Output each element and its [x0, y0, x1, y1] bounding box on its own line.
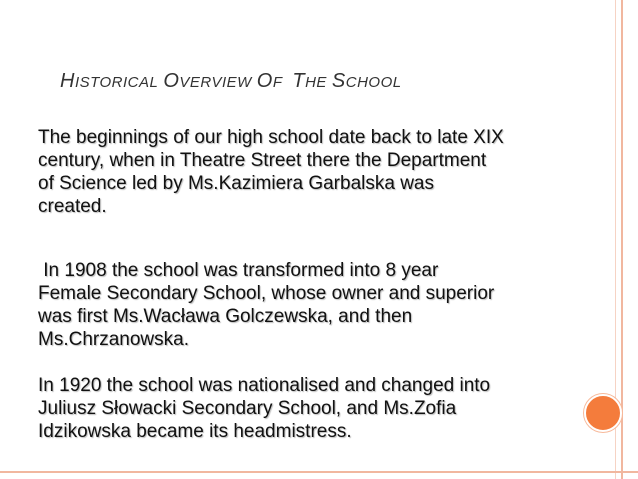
title-word: OVERVIEW: [163, 70, 252, 92]
text-line: Juliusz Słowacki Secondary School, and Ms.Zofia: [38, 398, 457, 419]
slide-border-bottom: [0, 471, 638, 473]
text-line: The beginnings of our high school date back to late XIX: [38, 127, 504, 148]
text-line: Idzikowska became its headmistress.: [38, 421, 352, 442]
text-line: century, when in Theatre Street there the Department: [38, 150, 487, 171]
title-word: OF: [256, 70, 283, 92]
text-line: In 1908 the school was transformed into 8 year: [38, 260, 439, 281]
text-line: of Science led by Ms.Kazimiera Garbalska was: [38, 173, 434, 194]
paragraph-beginnings: [38, 126, 598, 218]
title-word: HISTORICAL: [60, 70, 159, 92]
text-line: Female Secondary School, whose owner and superior: [38, 283, 495, 304]
text-line: In 1920 the school was nationalised and changed into: [38, 375, 491, 396]
title-word: SCHOOL: [331, 70, 402, 92]
text-line: was first Ms.Wacława Golczewska, and then: [38, 306, 413, 327]
paragraph-1920: [38, 374, 598, 443]
paragraph-1908: [38, 259, 598, 351]
text-line: created.: [38, 196, 107, 217]
slide-title: [60, 70, 580, 93]
text-line: Ms.Chrzanowska.: [38, 329, 189, 350]
title-word: THE: [292, 70, 327, 92]
